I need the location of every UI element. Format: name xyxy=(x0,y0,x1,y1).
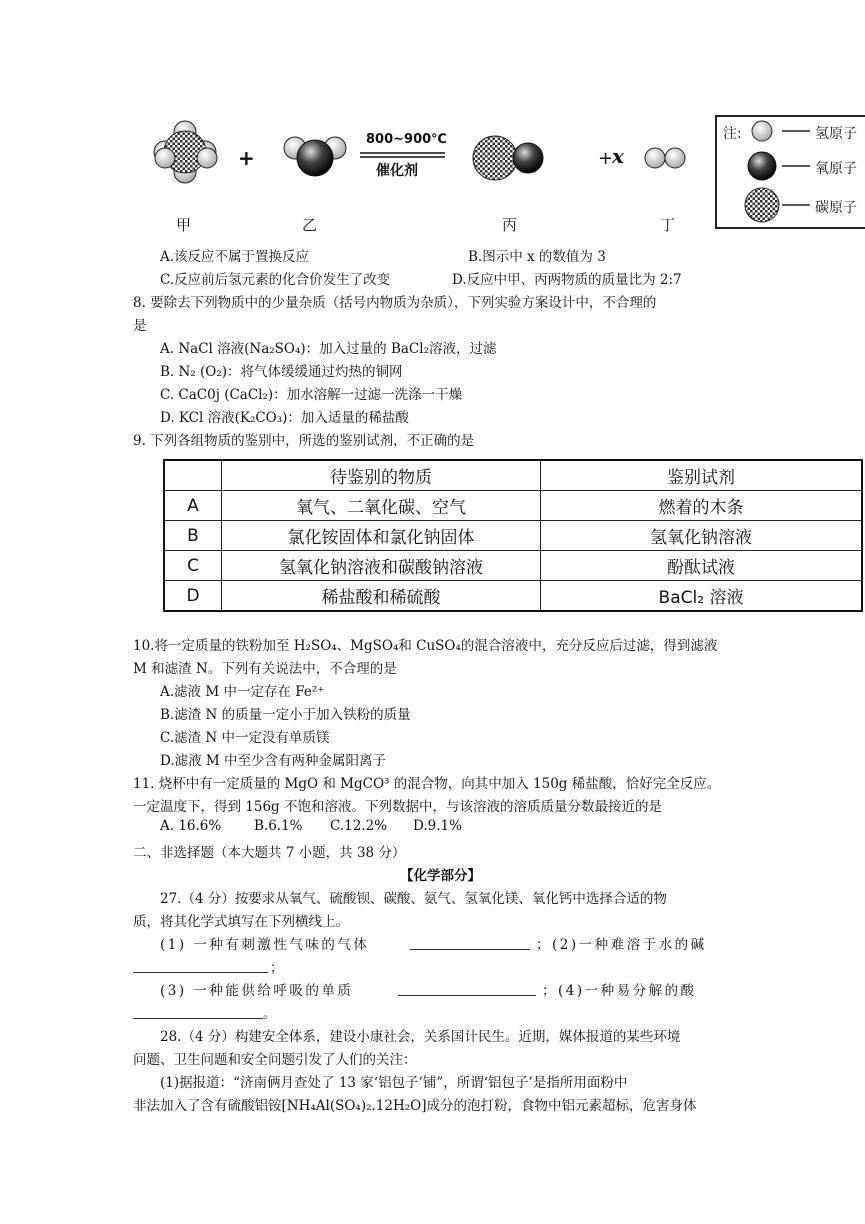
q10-option-d: D.滤液 M 中至少含有两种金属阳离子 xyxy=(160,753,387,769)
molecule-carbon-monoxide xyxy=(473,136,543,180)
q27-item-1: (1) 一种有刺激性气味的气体 xyxy=(160,937,370,953)
q11-option-a: A. 16.6% xyxy=(160,818,222,834)
q28-paragraph-2: 非法加入了含有硫酸铝铵[NH₄Al(SO₄)₂.12H₂O]成分的泡打粉，食物中铝元素超标，危害身体 xyxy=(133,1098,697,1114)
identification-table xyxy=(163,459,863,612)
table-cell: 氯化铵固体和氯化钠固体 xyxy=(222,521,541,551)
table-cell: 稀盐酸和稀硫酸 xyxy=(222,581,541,612)
plus-sign: + xyxy=(598,148,614,169)
label-yi: 乙 xyxy=(302,216,318,234)
q8-stem: 8. 要除去下列物质中的少量杂质（括号内物质为杂质），下列实验方案设计中，不合理的 xyxy=(133,295,657,311)
q11-option-d: D.9.1% xyxy=(413,818,462,834)
legend-carbon: 碳原子 xyxy=(815,200,857,216)
q10-stem: 10.将一定质量的铁粉加至 H₂SO₄、MgSO₄和 CuSO₄的混合溶液中，充分反应后过滤，得到滤液 xyxy=(133,638,718,654)
label-ding: 丁 xyxy=(660,216,676,234)
plus-sign: + xyxy=(238,146,255,170)
q10-option-b: B.滤渣 N 的质量一定小于加入铁粉的质量 xyxy=(160,707,411,723)
chemistry-part-heading: 【化学部分】 xyxy=(400,868,481,884)
q8-option-d: D. KCl 溶液(K₂CO₃)：加入适量的稀盐酸 xyxy=(160,410,409,426)
q8-option-c: C. CaC0j (CaCl₂)：加水溶解一过滤一洗涤一干燥 xyxy=(160,387,463,403)
molecule-water xyxy=(284,137,346,176)
q27-stem-cont: 质，将其化学式填写在下列横线上。 xyxy=(133,914,349,930)
q27-stem: 27.（4 分）按要求从氧气、硫酸钡、碳酸、氨气、氢氧化镁、氧化钙中选择合适的物 xyxy=(160,891,667,907)
reaction-diagram xyxy=(150,110,865,235)
table-cell: 氢氧化钠溶液和碳酸钠溶液 xyxy=(222,551,541,581)
q27-blank-2[interactable] xyxy=(133,958,268,973)
q27-blank-4[interactable] xyxy=(133,1004,263,1019)
q10-option-a: A.滤液 M 中一定存在 Fe²⁺ xyxy=(160,684,325,700)
q28-paragraph-1: (1)据报道：“济南俩月查处了 13 家‘铝包子’铺”，所谓‘铝包子’是指所用面粉中 xyxy=(160,1075,628,1091)
q9-stem: 9. 下列各组物质的鉴别中，所选的鉴别试剂，不正确的是 xyxy=(133,433,475,449)
molecule-hydrogen xyxy=(645,148,685,168)
table-cell: 氧气、二氧化碳、空气 xyxy=(222,491,541,521)
q7-option-c: C.反应前后氢元素的化合价发生了改变 xyxy=(160,272,391,288)
table-row xyxy=(164,491,862,521)
q10-stem-cont: M 和滤渣 N。下列有关说法中，不合理的是 xyxy=(133,661,397,677)
q11-stem-cont: 一定温度下，得到 156g 不饱和溶液。下列数据中，与该溶液的溶质质量分数最接近的是 xyxy=(133,799,662,815)
table-cell: BaCl₂ 溶液 xyxy=(541,581,863,612)
q27-blank-1[interactable] xyxy=(410,935,530,950)
q11-option-b: B.6.1% xyxy=(254,818,303,834)
q27-item-4: ；(4)一种易分解的酸 xyxy=(542,983,697,999)
table-cell: 氢氧化钠溶液 xyxy=(541,521,863,551)
q8-option-b: B. N₂ (O₂)：将气体缓缓通过灼热的铜网 xyxy=(160,364,403,380)
q10-option-c: C.滤渣 N 中一定没有单质镁 xyxy=(160,730,330,746)
table-cell: D xyxy=(164,581,222,612)
legend-hydrogen: 氢原子 xyxy=(815,126,857,142)
table-cell: B xyxy=(164,521,222,551)
q11-stem: 11. 烧杯中有一定质量的 MgO 和 MgCO³ 的混合物，向其中加入 150g 稀盐酸，恰好完全反应。 xyxy=(133,776,721,792)
molecule-methane xyxy=(154,121,217,183)
label-jia: 甲 xyxy=(176,216,192,234)
table-header-cell: 鉴别试剂 xyxy=(541,460,863,491)
reaction-condition-temperature: 800~900℃ xyxy=(366,132,447,147)
q8-stem-cont: 是 xyxy=(133,318,147,334)
q7-option-a: A.该反应不属于置换反应 xyxy=(160,249,310,265)
q7-option-d: D.反应中甲、丙两物质的质量比为 2:7 xyxy=(452,272,682,288)
q27-semicolon: ； xyxy=(270,960,284,976)
table-cell: A xyxy=(164,491,222,521)
q8-option-a: A. NaCl 溶液(Na₂SO₄)：加入过量的 BaCl₂溶液，过滤 xyxy=(160,341,497,357)
label-bing: 丙 xyxy=(502,216,518,234)
q27-period: 。 xyxy=(263,1006,277,1022)
q27-item-2: ；(2)一种难溶于水的碱 xyxy=(536,937,707,953)
q28-stem-cont: 问题、卫生问题和安全问题引发了人们的关注： xyxy=(133,1052,417,1068)
table-header-cell xyxy=(164,460,222,491)
q27-blank-3[interactable] xyxy=(398,981,536,996)
legend-box xyxy=(715,115,865,229)
section-2-heading: 二、非选择题（本大题共 7 小题，共 38 分） xyxy=(133,845,406,861)
reaction-condition-catalyst: 催化剂 xyxy=(376,163,418,179)
table-header-cell: 待鉴别的物质 xyxy=(222,460,541,491)
q27-item-3: (3) 一种能供给呼吸的单质 xyxy=(160,983,354,999)
q11-option-c: C.12.2% xyxy=(330,818,388,834)
table-row xyxy=(164,521,862,551)
table-cell: 酚酞试液 xyxy=(541,551,863,581)
table-cell: 燃着的木条 xyxy=(541,491,863,521)
table-cell: C xyxy=(164,551,222,581)
table-row xyxy=(164,581,862,612)
coefficient-x: x xyxy=(612,144,624,168)
table-row xyxy=(164,551,862,581)
legend-title: 注: xyxy=(723,126,742,142)
q28-stem: 28.（4 分）构建安全体系，建设小康社会，关系国计民生。近期，媒体报道的某些环境 xyxy=(160,1029,681,1045)
table-header-row xyxy=(164,460,862,491)
legend-oxygen: 氧原子 xyxy=(815,161,857,177)
q7-option-b: B.图示中 x 的数值为 3 xyxy=(468,249,606,265)
